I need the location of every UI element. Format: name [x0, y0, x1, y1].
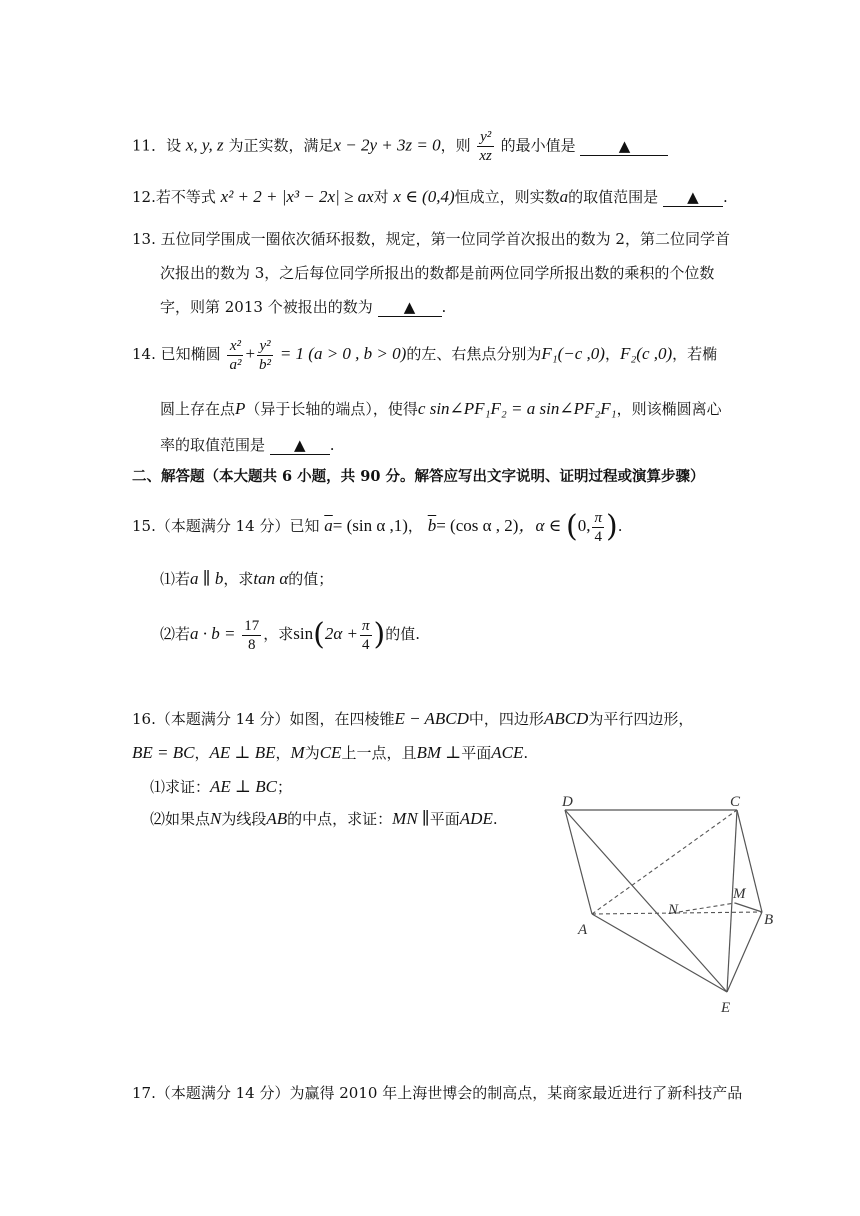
- answer-blank: [663, 188, 723, 207]
- edge-NM-hidden: [672, 903, 735, 913]
- triangle-marker-icon: ▲: [618, 136, 631, 155]
- question-11: 11．设 x, y, z 为正实数，满足x − 2y + 3z = 0，则 $\frac{\text{y²}}{xz}$ 的最小值是 ▲: [132, 128, 668, 165]
- question-number: 11．: [132, 136, 167, 155]
- question-number: 15.: [132, 517, 156, 535]
- answer-blank: [270, 436, 330, 455]
- edge-AE: [592, 914, 727, 992]
- question-17: 17.（本题满分 14 分）为赢得 2010 年上海世博会的制高点，某商家最近进行了新科技产品: [132, 1084, 743, 1102]
- label-C: C: [730, 794, 741, 810]
- triangle-marker-icon: ▲: [687, 188, 699, 206]
- answer-blank: [378, 298, 442, 317]
- fraction: $\frac{17}{8}$: [244, 617, 260, 653]
- triangle-marker-icon: ▲: [294, 436, 306, 454]
- label-N: N: [668, 902, 679, 918]
- label-M: M: [733, 886, 746, 902]
- edge-BE: [727, 912, 762, 992]
- edge-BM: [735, 903, 762, 912]
- triangle-marker-icon: ▲: [403, 298, 416, 316]
- question-14-line-3: 率的取值范围是 ▲ .: [160, 436, 335, 454]
- question-13: 13. 五位同学围成一圈依次循环报数，规定，第一位同学首次报出的数为 2，第二位同学首: [132, 230, 730, 248]
- question-15-part-2: ⑵若a · b = $\frac{17}{8}$ ，求sin(2α + $\frac{\pi}{4}$ )的值.: [160, 617, 421, 653]
- fraction: $\frac{\text{y²}}{\text{b²}}$: [259, 337, 272, 373]
- question-12: 12.若不等式 x² + 2 + |x³ − 2x| ≥ ax对 x ∈ (0,4)恒成立，则实数a的取值范围是 ▲ .: [132, 187, 728, 206]
- edge-DE: [565, 810, 727, 992]
- question-13-line-3: 字，则第 2013 个被报出的数为 ▲ .: [160, 298, 447, 316]
- question-13-line-2: 次报出的数为 3，之后每位同学所报出的数都是前两位同学所报出数的乘积的个位数: [160, 264, 715, 282]
- question-number: 14.: [132, 345, 156, 363]
- label-D: D: [562, 794, 573, 810]
- question-16-part-1: ⑴求证：AE ⊥ BC；: [150, 777, 293, 796]
- question-15-part-1: ⑴若a ∥ b，求tan α的值；: [160, 569, 334, 588]
- edge-AC-hidden: [592, 810, 737, 914]
- question-14-line-2: 圆上存在点P（异于长轴的端点），使得c sin∠PF₁F₂ = a sin∠PF₂F₁，则该椭圆离心: [160, 399, 722, 418]
- question-number: 17.: [132, 1084, 156, 1102]
- question-number: 12.: [132, 188, 156, 206]
- question-16-line-2: BE = BC，AE ⊥ BE，M为CE上一点，且BM ⊥平面ACE.: [132, 743, 529, 762]
- question-15: 15.（本题满分 14 分）已知 $\overline{a}= (\sin$ α ,1)， $\overline{b}= (\cos$ α , 2)，α ∈ (0, $\frac{\pi}{4}$ ).: [132, 509, 623, 545]
- question-number: 16.: [132, 710, 156, 728]
- label-B: B: [764, 912, 774, 928]
- question-14: 14. 已知椭圆 $\frac{\text{x²}}{\text{a²}}$ + $\frac{\text{y²}}{\text{b²}}$ = 1 (a > 0 , b > 0)的左、右焦点分别为F₁(−c ,0)，F₂(c ,0)，若椭: [132, 337, 718, 373]
- fraction: $\frac{\pi}{4}$: [594, 509, 602, 545]
- vector-a: $\overline{a}$: [324, 516, 333, 535]
- label-A: A: [578, 922, 588, 938]
- fraction: $\frac{\text{y²}}{xz}$: [479, 129, 492, 164]
- vector-b: $\overline{b}$: [427, 516, 437, 535]
- question-16: 16.（本题满分 14 分）如图，在四棱锥E − ABCD中，四边形ABCD为平行四边形，: [132, 709, 694, 728]
- question-number: 13.: [132, 230, 156, 248]
- answer-blank: [580, 137, 668, 156]
- label-E: E: [721, 1000, 731, 1016]
- fraction: $\frac{\pi}{4}$: [362, 617, 370, 653]
- pyramid-figure: [550, 786, 790, 1018]
- section-heading: 二、解答题（本大题共 6 小题，共 90 分。解答应写出文字说明、证明过程或演算步骤）: [132, 468, 705, 485]
- fraction: $\frac{\text{x²}}{\text{a²}}$: [229, 337, 242, 373]
- question-16-part-2: ⑵如果点N为线段AB的中点，求证：MN ∥平面ADE.: [150, 809, 498, 828]
